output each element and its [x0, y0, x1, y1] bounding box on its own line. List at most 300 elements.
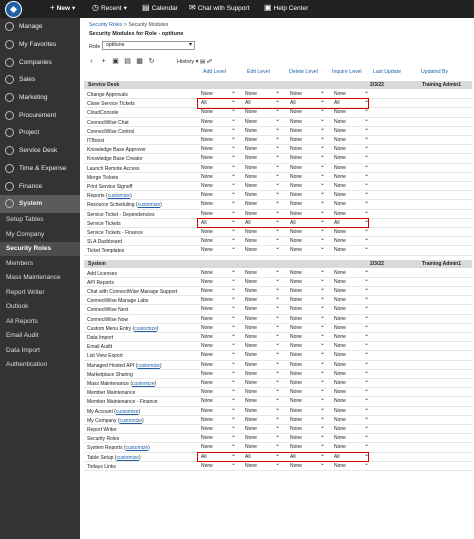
column-header[interactable]: Last Update [373, 69, 401, 75]
module-name [87, 92, 128, 98]
module-name-text: Launch Remote Access [87, 165, 140, 172]
level-select[interactable]: None ⌄ [288, 119, 326, 126]
customize-link[interactable]: customize [116, 454, 139, 461]
level-select[interactable]: None ⌄ [199, 238, 237, 245]
sidebar-item-label: My Favorites [19, 41, 57, 49]
level-select[interactable]: None ⌄ [332, 288, 370, 295]
level-select[interactable]: None ⌄ [332, 435, 370, 442]
level-select[interactable]: None ⌄ [199, 91, 237, 98]
customize-link[interactable]: customize [107, 193, 131, 200]
module-name-text: CloudConsole [87, 110, 119, 117]
module-name [87, 147, 146, 153]
level-select[interactable]: None ⌄ [332, 155, 370, 162]
level-select[interactable]: None ⌄ [332, 426, 370, 433]
module-name-text: ConnectWise Now [87, 316, 129, 323]
save-close-icon[interactable]: ▤ [124, 58, 131, 65]
level-select[interactable]: None ⌄ [243, 128, 281, 135]
module-name-text: List View Export [87, 353, 123, 360]
module-name: System Reports (customize) [87, 445, 150, 452]
module-name-text: Data Import [87, 335, 114, 341]
module-name-text: ConnectWise Manage Labs [87, 298, 149, 305]
chat-support-button[interactable]: ✉ Chat with Support [189, 3, 250, 12]
module-name [87, 120, 129, 126]
level-select[interactable]: None ⌄ [288, 398, 326, 405]
level-select[interactable]: None ⌄ [288, 334, 326, 341]
role-select[interactable]: optitune ▾ [102, 41, 195, 50]
level-select[interactable]: None ⌄ [199, 155, 237, 162]
level-select[interactable]: None ⌄ [332, 362, 370, 369]
level-select[interactable]: All ⌄ [332, 220, 370, 227]
level-select[interactable]: None ⌄ [332, 174, 370, 181]
level-select[interactable]: None ⌄ [243, 389, 281, 396]
customize-link[interactable]: customize [119, 417, 143, 424]
level-select[interactable]: None ⌄ [332, 380, 370, 387]
module-name-text: Reports [87, 193, 105, 200]
level-select[interactable]: None ⌄ [288, 306, 326, 313]
table-header [84, 68, 472, 78]
level-select[interactable]: None ⌄ [288, 352, 326, 359]
level-select[interactable]: None ⌄ [288, 270, 326, 277]
sidebar-item-label: Sales [19, 76, 36, 84]
module-name [87, 175, 118, 181]
level-select[interactable]: None ⌄ [199, 316, 237, 323]
level-select[interactable]: None ⌄ [199, 201, 237, 208]
back-icon[interactable]: ‹ [90, 57, 93, 65]
module-name-text: Marketplace Sharing [87, 371, 133, 378]
level-select[interactable]: None ⌄ [288, 165, 326, 172]
refresh-icon[interactable]: ↻ [148, 58, 155, 65]
customize-link[interactable]: customize [134, 325, 157, 332]
level-select[interactable]: None ⌄ [288, 297, 326, 304]
level-select[interactable]: None ⌄ [243, 109, 281, 116]
level-select[interactable]: None ⌄ [288, 211, 326, 218]
level-select[interactable]: None ⌄ [288, 343, 326, 350]
level-select[interactable]: None ⌄ [243, 165, 281, 172]
breadcrumb-security-modules: Security Modules [128, 22, 169, 28]
sidebar-sub-setup-tables[interactable]: Setup Tables [6, 216, 44, 224]
level-select[interactable]: None ⌄ [199, 426, 237, 433]
level-select[interactable]: None ⌄ [332, 247, 370, 254]
level-select[interactable]: All ⌄ [243, 454, 281, 461]
cart-icon [5, 111, 14, 120]
role-label: Role [89, 44, 101, 50]
level-select[interactable]: None ⌄ [288, 362, 326, 369]
module-name [87, 353, 123, 359]
level-select[interactable]: None ⌄ [243, 155, 281, 162]
finance-icon [5, 182, 14, 191]
module-name-text: ConnectWise Chat [87, 119, 129, 126]
level-select[interactable]: None ⌄ [288, 389, 326, 396]
level-select[interactable]: None ⌄ [243, 211, 281, 218]
sidebar-item-time-expense[interactable] [0, 160, 80, 178]
level-select[interactable]: None ⌄ [332, 91, 370, 98]
module-name [87, 307, 128, 313]
module-name-text: Custom Menu Entry [87, 325, 132, 332]
module-name-text: Member Maintenance - Finance [87, 399, 158, 406]
level-select[interactable]: None ⌄ [332, 229, 370, 236]
module-name-text: System Reports [87, 445, 123, 452]
sidebar-sub-report-writer[interactable]: Report Writer [6, 288, 45, 296]
module-name-text: My Company [87, 417, 117, 424]
customize-link[interactable]: customize [125, 445, 149, 452]
module-name [87, 101, 135, 107]
level-select[interactable]: None ⌄ [243, 444, 281, 451]
sidebar-item-label: Finance [19, 182, 43, 190]
module-name [87, 184, 132, 190]
module-name: Resource Scheduling (customize) [87, 202, 162, 209]
module-name-text: Service Tickets [87, 220, 121, 227]
level-select[interactable]: None ⌄ [199, 119, 237, 126]
module-name-text: Knowledge Base Creator [87, 156, 143, 163]
level-select[interactable]: All ⌄ [288, 454, 326, 461]
level-select[interactable]: None ⌄ [288, 229, 326, 236]
customize-link[interactable]: customize [137, 362, 160, 369]
level-select[interactable]: None ⌄ [243, 306, 281, 313]
level-select[interactable]: None ⌄ [288, 325, 326, 332]
level-select[interactable]: None ⌄ [243, 398, 281, 405]
sidebar-sub-data-import[interactable]: Data Import [6, 346, 40, 354]
project-icon [5, 128, 14, 137]
highlight-box [197, 452, 369, 463]
sidebar-item-procurement[interactable] [0, 106, 80, 124]
level-select[interactable]: None ⌄ [243, 426, 281, 433]
level-select[interactable]: None ⌄ [332, 398, 370, 405]
sidebar-sub-mass-maintenance[interactable]: Mass Maintenance [6, 274, 61, 282]
customize-link[interactable]: customize [115, 408, 139, 415]
sidebar-item-label: Marketing [19, 94, 48, 102]
level-select[interactable]: None ⌄ [199, 389, 237, 396]
level-select[interactable]: None ⌄ [332, 343, 370, 350]
level-select[interactable]: None ⌄ [288, 463, 326, 470]
module-name [87, 344, 112, 350]
level-select[interactable]: None ⌄ [199, 109, 237, 116]
level-select[interactable]: None ⌄ [288, 91, 326, 98]
level-select[interactable]: None ⌄ [199, 297, 237, 304]
module-name [87, 110, 118, 116]
level-select[interactable]: None ⌄ [288, 316, 326, 323]
calendar-button[interactable]: ▤ Calendar [142, 3, 178, 12]
level-select[interactable]: None ⌄ [288, 435, 326, 442]
level-select[interactable]: None ⌄ [199, 398, 237, 405]
save-icon[interactable]: ▣ [112, 58, 119, 65]
level-select[interactable]: None ⌄ [288, 201, 326, 208]
module-name-text: ConnectWise Next [87, 307, 129, 314]
connectwise-logo-icon[interactable] [5, 1, 22, 18]
level-select[interactable]: All ⌄ [199, 100, 237, 107]
sidebar-sub-email-audit[interactable]: Email Audit [6, 332, 39, 340]
module-name [87, 298, 148, 304]
level-select[interactable]: None ⌄ [199, 352, 237, 359]
module-name [87, 464, 116, 470]
module-name: Table Setup (customize) [87, 454, 141, 461]
level-select[interactable]: None ⌄ [332, 352, 370, 359]
sidebar-sub-all-reports[interactable]: All Reports [6, 317, 38, 325]
new-button[interactable]: + New ▾ [50, 3, 76, 12]
level-select[interactable]: None ⌄ [288, 155, 326, 162]
level-select[interactable]: None ⌄ [243, 352, 281, 359]
level-select[interactable]: None ⌄ [243, 288, 281, 295]
level-select[interactable]: None ⌄ [199, 183, 237, 190]
sidebar-item-service-desk[interactable] [0, 142, 80, 160]
page-title: Security Modules for Role - optitune [89, 31, 184, 37]
help-center-button[interactable]: ▣ Help Center [264, 3, 309, 12]
gear-icon [5, 22, 14, 31]
level-select[interactable]: None ⌄ [243, 316, 281, 323]
level-select[interactable]: None ⌄ [243, 463, 281, 470]
level-select[interactable]: None ⌄ [332, 306, 370, 313]
level-select[interactable]: None ⌄ [288, 109, 326, 116]
sidebar-item-companies[interactable] [0, 53, 80, 71]
module-name-text: Service Ticket - Dependencies [87, 211, 155, 218]
sidebar-item-label: Project [19, 129, 40, 137]
level-select[interactable]: None ⌄ [243, 380, 281, 387]
module-name [87, 335, 113, 341]
level-select[interactable]: None ⌄ [243, 201, 281, 208]
level-select[interactable]: None ⌄ [332, 334, 370, 341]
module-name-text: ConnectWise Control [87, 128, 135, 135]
module-name: My Company (customize) [87, 417, 144, 424]
module-name-text: API Reports [87, 279, 114, 286]
level-select[interactable]: None ⌄ [243, 174, 281, 181]
level-select[interactable]: None ⌄ [243, 137, 281, 144]
level-select[interactable]: None ⌄ [199, 380, 237, 387]
level-select[interactable]: None ⌄ [332, 238, 370, 245]
module-name-text: Todays Links [87, 463, 116, 470]
toolbar [87, 57, 156, 65]
customize-link[interactable]: customize [132, 381, 155, 387]
column-header[interactable]: Delete Level [289, 69, 318, 75]
sidebar-item-finance[interactable] [0, 177, 80, 195]
level-select[interactable]: None ⌄ [243, 91, 281, 98]
level-select[interactable]: None ⌄ [199, 146, 237, 153]
new-record-icon[interactable]: + [101, 57, 106, 65]
history-button[interactable]: History ▾ ▤ ☍ [177, 59, 213, 65]
level-select[interactable]: All ⌄ [288, 100, 326, 107]
level-select[interactable]: None ⌄ [199, 371, 237, 378]
module-name-text: Resource Scheduling [87, 202, 135, 209]
level-select[interactable]: None ⌄ [288, 128, 326, 135]
level-select[interactable]: None ⌄ [332, 279, 370, 286]
level-select[interactable]: None ⌄ [243, 417, 281, 424]
level-select[interactable]: None ⌄ [199, 343, 237, 350]
save-new-icon[interactable]: ▦ [136, 58, 143, 65]
level-select[interactable]: None ⌄ [199, 417, 237, 424]
level-select[interactable]: None ⌄ [199, 444, 237, 451]
sidebar-item-marketing[interactable] [0, 89, 80, 107]
module-name [87, 289, 177, 295]
level-select[interactable]: None ⌄ [288, 174, 326, 181]
level-select[interactable]: None ⌄ [199, 408, 237, 415]
level-select[interactable]: None ⌄ [332, 165, 370, 172]
sidebar-sub-security-roles[interactable]: Security Roles [0, 242, 80, 257]
level-select[interactable]: None ⌄ [243, 183, 281, 190]
level-select[interactable]: None ⌄ [288, 371, 326, 378]
sidebar-item-label: System [19, 200, 43, 208]
module-name-text: SLA Dashboard [87, 239, 123, 246]
module-name [87, 156, 143, 162]
level-select[interactable]: None ⌄ [332, 417, 370, 424]
level-select[interactable]: None ⌄ [332, 463, 370, 470]
breadcrumb: Security Roles > Security Modules [89, 22, 169, 28]
level-select[interactable]: None ⌄ [199, 270, 237, 277]
level-select[interactable]: None ⌄ [288, 279, 326, 286]
sidebar-sub-my-company[interactable]: My Company [6, 230, 45, 238]
level-select[interactable]: None ⌄ [199, 279, 237, 286]
level-select[interactable]: None ⌄ [243, 325, 281, 332]
clock-icon: ◷ [92, 3, 99, 12]
module-name [87, 212, 155, 218]
customize-link[interactable]: customize [137, 202, 161, 209]
level-select[interactable]: All ⌄ [199, 454, 237, 461]
module-name-text: My Account [87, 408, 113, 415]
level-select[interactable]: None ⌄ [243, 297, 281, 304]
level-select[interactable]: None ⌄ [243, 270, 281, 277]
column-header[interactable]: Add Level [203, 69, 227, 75]
level-select[interactable]: All ⌄ [243, 220, 281, 227]
level-select[interactable]: None ⌄ [332, 183, 370, 190]
level-select[interactable]: All ⌄ [243, 100, 281, 107]
level-select[interactable]: None ⌄ [288, 408, 326, 415]
level-select[interactable]: None ⌄ [332, 371, 370, 378]
chevron-down-icon: ▾ [123, 5, 127, 12]
sidebar-item-system[interactable] [0, 195, 80, 213]
level-select[interactable]: None ⌄ [332, 109, 370, 116]
level-select[interactable]: None ⌄ [243, 371, 281, 378]
level-select[interactable]: None ⌄ [288, 444, 326, 451]
level-select[interactable]: All ⌄ [332, 454, 370, 461]
level-select[interactable]: None ⌄ [199, 165, 237, 172]
level-select[interactable]: None ⌄ [288, 426, 326, 433]
module-name-text: Report Writer [87, 427, 117, 433]
level-select[interactable]: None ⌄ [332, 389, 370, 396]
module-name-text: Add Licenses [87, 270, 118, 277]
level-select[interactable]: None ⌄ [199, 362, 237, 369]
level-select[interactable]: None ⌄ [288, 238, 326, 245]
module-name-text: Chat with ConnectWise Manage Support [87, 289, 178, 295]
level-select[interactable]: None ⌄ [332, 270, 370, 277]
level-select[interactable]: None ⌄ [199, 229, 237, 236]
module-name-text: Knowledge Base Approver [87, 147, 146, 154]
level-select[interactable]: None ⌄ [332, 192, 370, 199]
level-select[interactable]: None ⌄ [332, 137, 370, 144]
sidebar-item-sales[interactable] [0, 71, 80, 89]
level-select[interactable]: None ⌄ [199, 247, 237, 254]
sidebar-sub-authentication[interactable]: Authentication [6, 361, 48, 369]
level-select[interactable]: None ⌄ [243, 408, 281, 415]
level-select[interactable]: None ⌄ [199, 174, 237, 181]
level-select[interactable]: None ⌄ [332, 128, 370, 135]
sidebar-sub-outlook[interactable]: Outlook [6, 303, 29, 311]
sidebar-sub-members[interactable]: Members [6, 259, 34, 267]
level-select[interactable]: None ⌄ [288, 146, 326, 153]
level-select[interactable]: None ⌄ [332, 316, 370, 323]
group-name: Service Desk [88, 82, 120, 88]
level-select[interactable]: None ⌄ [243, 435, 281, 442]
level-select[interactable]: None ⌄ [199, 211, 237, 218]
sidebar-item-manage[interactable] [0, 18, 80, 36]
level-select[interactable]: None ⌄ [332, 201, 370, 208]
level-select[interactable]: None ⌄ [288, 137, 326, 144]
level-select[interactable]: None ⌄ [199, 463, 237, 470]
level-select[interactable]: None ⌄ [332, 444, 370, 451]
module-name: Mass Maintenance (customize) [87, 381, 157, 387]
level-select[interactable]: None ⌄ [288, 380, 326, 387]
level-select[interactable]: None ⌄ [332, 211, 370, 218]
level-select[interactable]: None ⌄ [199, 435, 237, 442]
level-select[interactable]: None ⌄ [243, 192, 281, 199]
column-header[interactable]: Inquire Level [332, 69, 362, 75]
level-select[interactable]: None ⌄ [243, 279, 281, 286]
level-select[interactable]: None ⌄ [243, 229, 281, 236]
highlight-box [197, 218, 369, 229]
highlight-box [197, 98, 369, 109]
sidebar-item-project[interactable] [0, 124, 80, 142]
level-select[interactable]: None ⌄ [199, 325, 237, 332]
recent-button[interactable]: ◷ Recent ▾ [92, 3, 127, 12]
module-name-text: Table Setup [87, 454, 114, 461]
level-select[interactable]: None ⌄ [243, 146, 281, 153]
level-select[interactable]: All ⌄ [332, 100, 370, 107]
level-select[interactable]: None ⌄ [332, 146, 370, 153]
module-name: Managed Hosted API (customize) [87, 362, 162, 369]
level-select[interactable]: None ⌄ [332, 119, 370, 126]
group-row[interactable] [84, 260, 472, 268]
sidebar-item-label: Time & Expense [19, 164, 67, 172]
level-select[interactable]: None ⌄ [288, 192, 326, 199]
level-select[interactable]: All ⌄ [288, 220, 326, 227]
level-select[interactable]: None ⌄ [199, 288, 237, 295]
module-name [87, 390, 135, 396]
level-select[interactable]: None ⌄ [243, 247, 281, 254]
level-select[interactable]: None ⌄ [199, 128, 237, 135]
level-select[interactable]: None ⌄ [243, 343, 281, 350]
building-icon [5, 58, 14, 67]
chevron-down-icon: ▾ [72, 5, 76, 12]
level-select[interactable]: None ⌄ [199, 306, 237, 313]
level-select[interactable]: None ⌄ [288, 247, 326, 254]
level-select[interactable]: None ⌄ [243, 119, 281, 126]
level-select[interactable]: None ⌄ [332, 408, 370, 415]
level-select[interactable]: All ⌄ [199, 220, 237, 227]
level-select[interactable]: None ⌄ [243, 362, 281, 369]
level-select[interactable]: None ⌄ [243, 334, 281, 341]
group-updated-by: Training Admin1 [422, 260, 461, 267]
breadcrumb-security-roles[interactable]: Security Roles [89, 22, 123, 28]
column-header[interactable]: Updated By [421, 69, 449, 75]
level-select[interactable]: None ⌄ [332, 297, 370, 304]
module-name-text: ITBoost [87, 138, 105, 144]
module-name [87, 239, 122, 245]
level-select[interactable]: None ⌄ [288, 417, 326, 424]
level-select[interactable]: None ⌄ [243, 238, 281, 245]
module-name-text: Member Maintenance [87, 390, 136, 397]
level-select[interactable]: None ⌄ [199, 334, 237, 341]
level-select[interactable]: None ⌄ [288, 288, 326, 295]
module-name [87, 166, 140, 172]
level-select[interactable]: None ⌄ [199, 192, 237, 199]
level-select[interactable]: None ⌄ [199, 137, 237, 144]
column-header[interactable]: Edit Level [247, 69, 270, 75]
sidebar-item-label: Service Desk [19, 147, 58, 155]
table-row [84, 462, 472, 471]
level-select[interactable]: None ⌄ [288, 183, 326, 190]
sidebar-item-my-favorites[interactable] [0, 36, 80, 54]
module-name [87, 129, 134, 135]
group-row[interactable] [84, 81, 472, 89]
module-name-text: Change Approvals [87, 92, 128, 98]
clock-icon [5, 164, 14, 173]
level-select[interactable]: None ⌄ [332, 325, 370, 332]
